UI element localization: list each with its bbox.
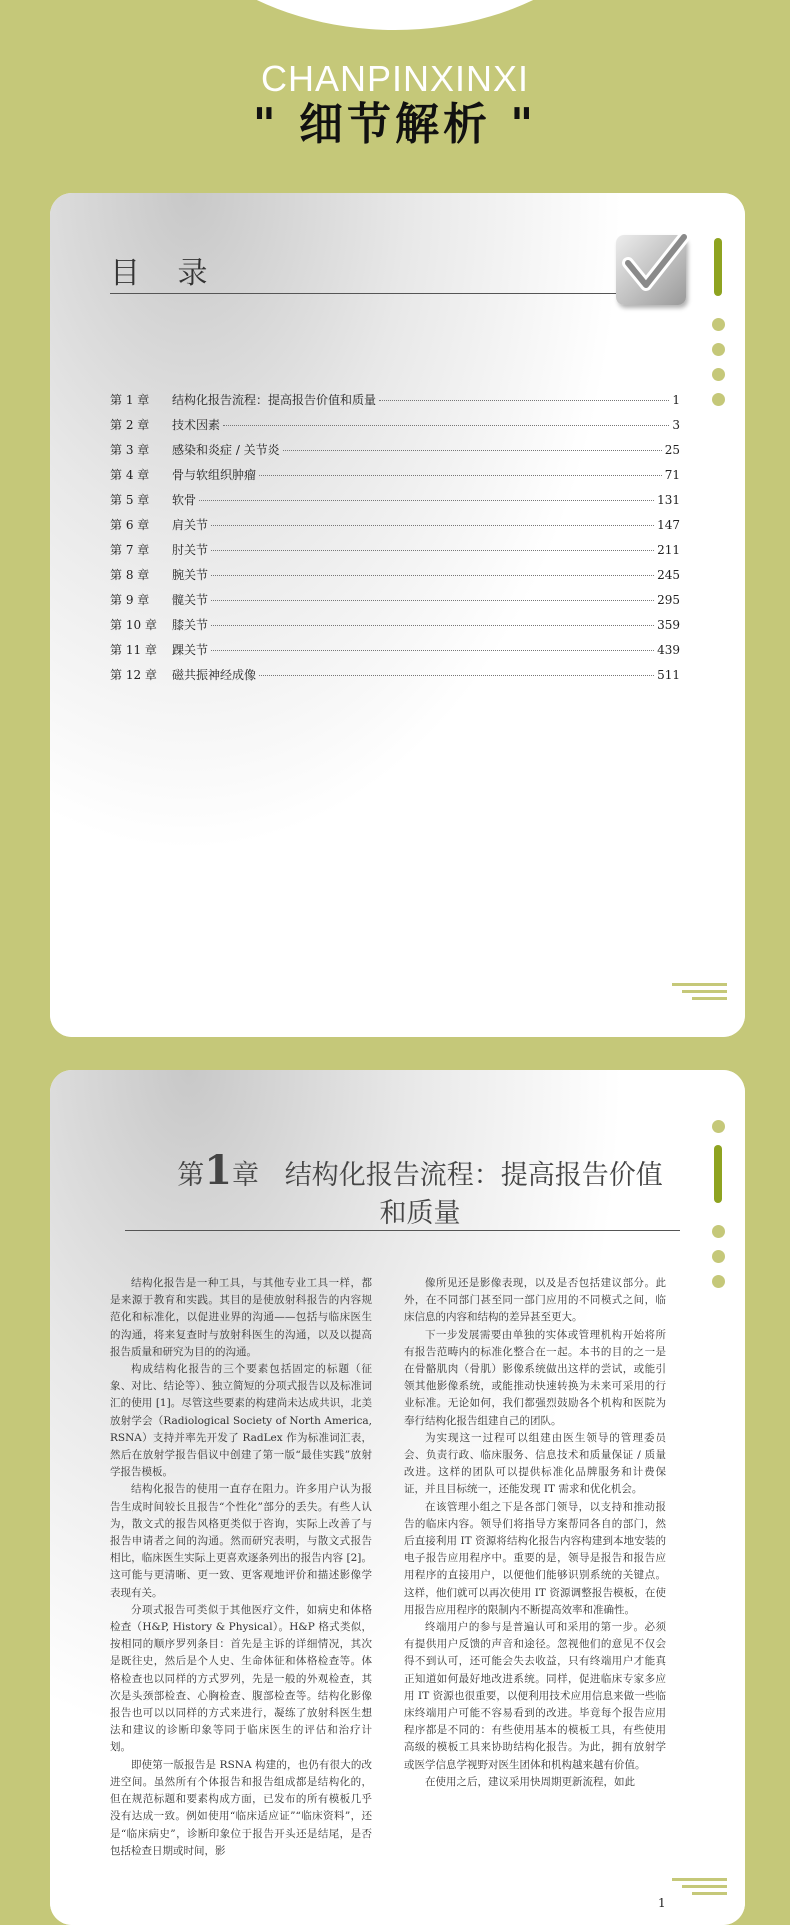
toc-chapter-label: 第 12 章	[110, 668, 157, 682]
stripes-decoration	[667, 1878, 727, 1899]
english-title: CHANPINXINXI	[260, 58, 530, 99]
toc-entry	[110, 466, 680, 491]
toc-entry-title: 磁共振神经成像	[172, 668, 257, 682]
top-arc-decoration	[145, 0, 645, 30]
toc-entry	[110, 391, 680, 416]
toc-entry-title: 骨与软组织肿瘤	[172, 468, 257, 482]
toc-chapter-label: 第 11 章	[110, 643, 157, 657]
chapter-card	[50, 1070, 745, 1925]
toc-leader-dots	[379, 400, 669, 401]
toc-page-number: 359	[657, 618, 680, 632]
body-paragraph: 为实现这一过程可以组建由医生领导的管理委员会、负责行政、临床服务、信息技术和质量保证 / 质量改进。这样的团队可以提供标准化品牌服务和计费保证，并且目标统一，还能发现 IT 需求和优化机会。	[404, 1431, 666, 1496]
toc-chapter-label: 第 8 章	[110, 568, 150, 582]
chapter-title-line2: 和质量	[379, 1198, 461, 1229]
toc-entry	[110, 666, 680, 691]
toc-leader-dots	[211, 575, 654, 576]
chapter-title-line1: 结构化报告流程：提高报告价值	[284, 1160, 663, 1191]
toc-entry	[110, 441, 680, 466]
toc-leader-dots	[199, 500, 654, 501]
chapter-title-rule	[125, 1230, 680, 1231]
toc-entry-title: 踝关节	[172, 643, 209, 657]
toc-leader-dots	[259, 675, 654, 676]
body-paragraph: 像所见还是影像表现，以及是否包括建议部分。此外，在不同部门甚至同一部门应用的不同模式之间，临床信息的内容和结构的差异甚至更大。	[404, 1277, 666, 1324]
toc-entry-title: 髋关节	[172, 593, 209, 607]
toc-page-number: 439	[657, 643, 680, 657]
toc-entry-title: 肩关节	[172, 518, 209, 532]
toc-page-number: 25	[664, 443, 680, 457]
toc-entry	[110, 641, 680, 666]
toc-page-number: 147	[657, 518, 680, 532]
body-paragraph: 分项式报告可类似于其他医疗文件，如病史和体格检查（H&P, History & Physical）。H&P 格式类似，按相同的顺序罗列条目：首先是主诉的详细情况，其次是既往史，然后是个人史、生命体征和体格检查等。体格检查也以同样的方式罗列，先是一般的外观检查，其次是头颈部检查、心胸检查、腹部检查等。结构化影像报告也可以以同样的方式来进行，凝练了放射科医生想法和建议的诊断印象等同于临床医生的评估和治疗计划。	[110, 1603, 372, 1754]
toc-leader-dots	[223, 425, 669, 426]
toc-chapter-label: 第 10 章	[110, 618, 157, 632]
toc-chapter-label: 第 5 章	[110, 493, 150, 507]
toc-page-number: 131	[657, 493, 680, 507]
page-number: 1	[658, 1896, 666, 1910]
chapter-prefix: 第	[177, 1160, 205, 1191]
toc-leader-dots	[283, 450, 662, 451]
toc-page-number: 511	[657, 668, 680, 682]
toc-page-number: 245	[657, 568, 680, 582]
toc-leader-dots	[211, 625, 654, 626]
toc-entry-title: 腕关节	[172, 568, 209, 582]
body-paragraph: 下一步发展需要由单独的实体或管理机构开始将所有报告范畴内的标准化整合在一起。本书的目的之一是在骨骼肌肉（骨肌）影像系统做出这样的尝试，或能引领其他影像系统，或能推动快速转换为未来可采用的行业标准。无论如何，我们都强烈鼓励各个机构和医院为奉行结构化报告组建自己的团队。	[404, 1328, 666, 1427]
toc-leader-dots	[211, 525, 654, 526]
toc-entry-title: 感染和炎症 / 关节炎	[172, 443, 280, 457]
toc-entry	[110, 516, 680, 541]
left-column	[110, 1275, 372, 1860]
body-paragraph: 结构化报告的使用一直存在阻力。许多用户认为报告生成时间较长且报告“个性化”部分的丢失。有些人认为，散文式的报告风格更类似于咨询，实际上改善了与报告申请者之间的沟通。然而研究表明，与散文式报告相比，临床医生实际上更喜欢逐条列出的报告内容 [2]。这可能与更清晰、更一致、更客观地评价和描述影像学表现有关。	[110, 1483, 372, 1599]
toc-entry	[110, 566, 680, 591]
toc-heading-rule	[110, 293, 670, 294]
body-paragraph: 在使用之后，建议采用快周期更新流程，如此	[425, 1775, 635, 1788]
toc-chapter-label: 第 4 章	[110, 468, 150, 482]
body-paragraph: 结构化报告是一种工具，与其他专业工具一样，都是来源于教育和实践。其目的是使放射科报告的内容规范化和标准化，以促进业界的沟通——包括与临床医生的沟通，将来复查时与放射科医生的沟通，以及以提高报告质量和研究为目的的沟通。	[110, 1277, 372, 1358]
toc-card	[50, 193, 745, 1037]
toc-chapter-label: 第 6 章	[110, 518, 150, 532]
chapter-number: 1	[204, 1147, 233, 1194]
toc-page-number: 3	[672, 418, 680, 432]
toc-heading: 目 录	[110, 256, 222, 291]
toc-entry-title: 结构化报告流程：提高报告价值和质量	[172, 393, 377, 407]
toc-chapter-label: 第 2 章	[110, 418, 150, 432]
body-paragraph: 在该管理小组之下是各部门领导，以支持和推动报告的临床内容。领导们将指导方案帮同各自的部门，然后直接利用 IT 资源将结构化报告内容构建到本地安装的电子报告应用程序中。重要的是，领导是报告和报告应用程序的直接用户，以便他们能够识别系统的关键点。这样，他们就可以再次使用 IT 资源调整报告模板，在使用报告应用程序的限制内不断提高效率和准确性。	[404, 1500, 666, 1616]
body-paragraph: 即使第一版报告是 RSNA 构建的，也仍有很大的改进空间。虽然所有个体报告和报告组成都是结构化的，但在规范标题和要素构成方面，已发布的所有模板几乎没有达成一致。例如使用“临床适应证”“临床资料”，还是“临床病史”，诊断印象位于报告开头还是结尾，是否包括检查日期或时间，影	[110, 1758, 372, 1857]
body-paragraph: 终端用户的参与是普遍认可和采用的第一步。必须有提供用户反馈的声音和途径。忽视他们的意见不仅会得不到认可，还可能会失去收益，只有终端用户才能真正知道如何最好地改进系统。同样，促进临床专家多应用 IT 资源也很重要，以便利用技术应用信息来做一些临床终端用户可能不容易看到的改进。毕竟每个报告应用程序都是不同的：有些使用基本的模板工具，有些使用高级的模板工具来协助结构化报告。为此，拥有放射学或医学信息学视野对医生团体和机构越来越有价值。	[404, 1621, 666, 1771]
toc-page-number: 1	[672, 393, 680, 407]
toc-entry	[110, 541, 680, 566]
toc-leader-dots	[211, 650, 654, 651]
checkmark-icon	[616, 235, 686, 305]
toc-entry	[110, 491, 680, 516]
toc-chapter-label: 第 3 章	[110, 443, 150, 457]
chapter-title	[140, 1147, 700, 1233]
toc-page-number: 71	[664, 468, 680, 482]
toc-chapter-label: 第 9 章	[110, 593, 150, 607]
toc-entry	[110, 416, 680, 441]
toc-entry-title: 肘关节	[172, 543, 209, 557]
side-dots-decoration	[711, 238, 725, 418]
toc-list	[110, 391, 680, 691]
toc-chapter-label: 第 7 章	[110, 543, 150, 557]
chinese-title: " 细节解析 "	[252, 99, 538, 150]
toc-entry-title: 膝关节	[172, 618, 209, 632]
toc-page-number: 211	[657, 543, 680, 557]
side-dots-decoration	[711, 1120, 725, 1300]
toc-page-number: 295	[657, 593, 680, 607]
toc-entry	[110, 616, 680, 641]
body-paragraph: 构成结构化报告的三个要素包括固定的标题（征象、对比、结论等）、独立简短的分项式报告以及标准词汇的使用 [1]。尽管这些要素的构建尚未达成共识，北美放射学会（Radiological Society of North America, RSNA）支持并率先开发了 RadLex 作为标准词汇表，然后在放射学报告倡议中创建了第一版“最佳实践”放射学报告模板。	[110, 1363, 372, 1479]
chapter-suffix: 章	[232, 1160, 260, 1191]
toc-entry-title: 技术因素	[172, 418, 221, 432]
toc-chapter-label: 第 1 章	[110, 393, 150, 407]
toc-entry	[110, 591, 680, 616]
right-column	[404, 1275, 666, 1791]
toc-leader-dots	[211, 600, 654, 601]
toc-entry-title: 软骨	[172, 493, 197, 507]
stripes-decoration	[667, 983, 727, 1004]
toc-leader-dots	[259, 475, 662, 476]
toc-leader-dots	[211, 550, 654, 551]
